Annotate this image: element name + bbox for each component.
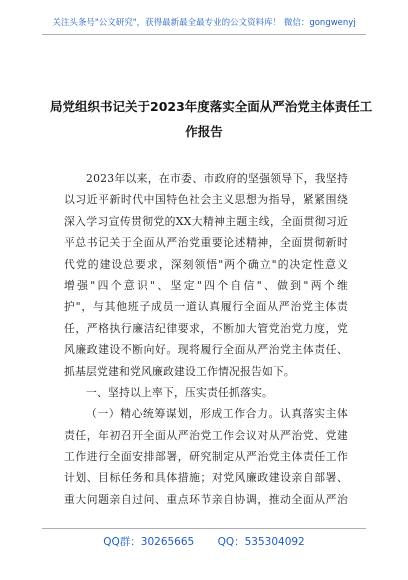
document-title-line2: 作报告: [185, 124, 223, 139]
body-line: 任，严格执行廉洁纪律要求，不断加大管党治党力度，党: [64, 321, 348, 335]
body-line: 抓基层党建和党风廉政建设工作情况报告如下。: [64, 364, 295, 378]
body-line: 重大问题亲自过问、重点环节亲自协调，推动全面从严治: [64, 492, 348, 506]
footer-qq: QQ：535304092: [217, 536, 305, 548]
header-divider: [42, 34, 366, 35]
body-line: 代党的建设总要求，深刻领悟"两个确立"的决定性意义: [64, 257, 348, 271]
header-promo: 关注头条号"公文研究"，获得最新最全最专业的公文资料库！ 微信：gongwenyj: [52, 18, 356, 28]
body-line: 以习近平新时代中国特色社会主义思想为指导，紧紧围绕: [64, 193, 348, 207]
body-line: 工作进行全面安排部署，研究制定从严治党主体责任工作: [64, 450, 348, 464]
footer-contact: [0, 534, 408, 549]
body-line: 护"，与其他班子成员一道认真履行全面从严治党主体责: [64, 300, 348, 314]
body-line: 2023年以来，在市委、市政府的坚强领导下，我坚持: [86, 172, 348, 185]
footer-divider: [42, 528, 366, 529]
body-line: 计划、目标任务和具体措施；对党风廉政建设亲自部署、: [64, 471, 348, 485]
body-line: 平总书记关于全面从严治党重要论述精神，全面贯彻新时: [64, 236, 348, 250]
section-heading: 一、坚持以上率下，压实责任抓落实。: [86, 385, 273, 399]
body-line: 风廉政建设不断向好。现将履行全面从严治党主体责任、: [64, 343, 348, 357]
body-line: 增强"四个意识"、坚定"四个自信"、做到"两个维: [64, 278, 348, 292]
body-line: 责任，年初召开全面从严治党工作会议对从严治党、党建: [64, 428, 348, 442]
document-title-line1: 局党组织书记关于2023年度落实全面从严治党主体责任工: [50, 99, 373, 114]
footer-qq-group: QQ群：30265665: [103, 536, 195, 548]
body-line: 深入学习宣传贯彻党的XX大精神主题主线，全面贯彻习近: [64, 214, 348, 228]
body-line: （一）精心统筹谋划，形成工作合力。认真落实主体: [86, 407, 348, 421]
document-body: [64, 168, 348, 510]
